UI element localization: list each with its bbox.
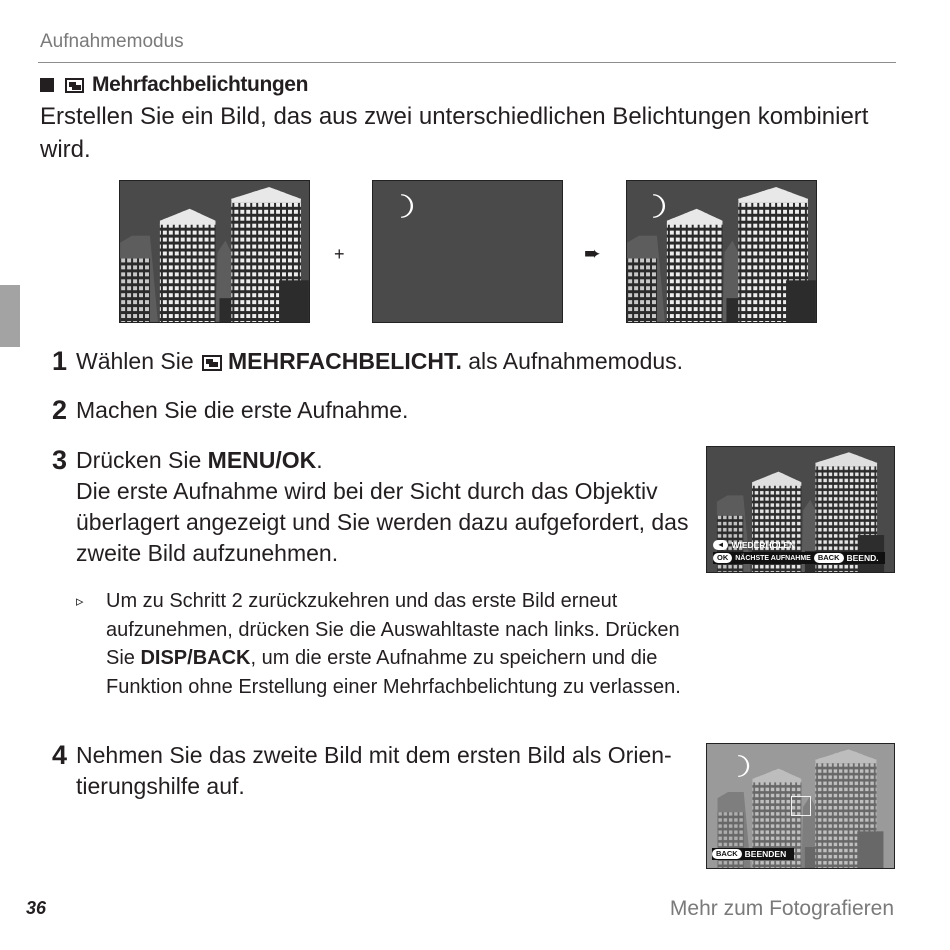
note-pre: Um zu Schritt 2 zurückzukehren und das erste Bild erneut aufzunehmen, drücken Sie die Auswahltaste nach links. Drücken Sie (106, 590, 680, 669)
lcd-status-bar (712, 848, 794, 860)
second-exposure-image (372, 180, 563, 323)
back-key-icon: BACK (712, 849, 742, 859)
note-text (106, 587, 686, 701)
retry-label: WIEDERHOLEN (731, 539, 796, 550)
section-heading (40, 73, 308, 97)
step-number: 3 (52, 445, 67, 475)
step-number: 2 (52, 395, 67, 425)
left-arrow-key-icon: ◄ (713, 540, 728, 550)
disp-back-button-label: DISP/BACK (140, 647, 251, 669)
note-post: , um die erste Aufnahme zu speichern und die Funktion ohne Erstellung einer Mehrfachbelichtung zu verlassen. (106, 647, 681, 698)
square-bullet-icon (40, 78, 54, 92)
end-label: BEENDEN (744, 849, 787, 859)
footer-section-title: Mehr zum Fotografieren (669, 897, 894, 920)
note-tag-icon: ▹ (76, 593, 84, 610)
plus-sign: + (334, 244, 345, 264)
lcd-status-bar (713, 552, 885, 564)
section-intro: Erstellen Sie ein Bild, das aus zwei unterschiedlichen Belichtungen kombiniert wird. (40, 103, 869, 163)
step-1-pre: Wählen Sie (76, 348, 194, 374)
step-3-text (76, 445, 696, 569)
lcd-preview-overlay (706, 446, 895, 573)
end-label: BEEND. (846, 553, 879, 563)
focus-frame (791, 796, 811, 816)
step-3-pre: Drücken Sie (76, 447, 202, 473)
step-3-detail: Die erste Aufnahme wird bei der Sicht durch das Objektiv überlagert angezeigt und Sie werden dazu aufgefordert, das zweite Bild aufzunehmen. (76, 478, 689, 566)
chapter-tab (0, 285, 20, 347)
lcd-second-shot-view (706, 743, 895, 869)
result-arrow-icon: ➨ (584, 243, 601, 265)
combined-exposure-image (626, 180, 817, 323)
running-header: Aufnahmemodus (40, 31, 184, 52)
step-number: 1 (52, 346, 67, 376)
step-4-text: Nehmen Sie das zweite Bild mit dem ersten Bild als Orientierungshilfe auf. (76, 742, 672, 799)
moon-icon (727, 754, 751, 778)
multiple-exposure-icon (65, 78, 84, 93)
moon-icon (389, 193, 415, 219)
back-key-icon: BACK (814, 553, 844, 563)
step-1-post: als Aufnahmemodus. (468, 348, 684, 374)
menu-ok-button-label: MENU/OK (207, 447, 317, 473)
step-1-text (76, 346, 683, 377)
city-skyline-illustration (120, 181, 309, 322)
moon-icon (641, 193, 667, 219)
header-divider (38, 62, 896, 63)
page-number: 36 (26, 898, 47, 918)
multiple-exposure-icon (202, 355, 222, 371)
first-exposure-image (119, 180, 310, 323)
step-1-mode-name: MEHRFACHBELICHT. (228, 348, 462, 374)
ok-key-icon: OK (713, 553, 732, 563)
step-2-text: Machen Sie die erste Aufnahme. (76, 397, 409, 423)
retry-hint (713, 539, 803, 550)
section-title: Mehrfachbelichtungen (92, 73, 309, 96)
step-number: 4 (52, 740, 67, 770)
step-3-post: . (316, 447, 323, 473)
next-shot-label: NÄCHSTE AUFNAHME (735, 554, 811, 562)
